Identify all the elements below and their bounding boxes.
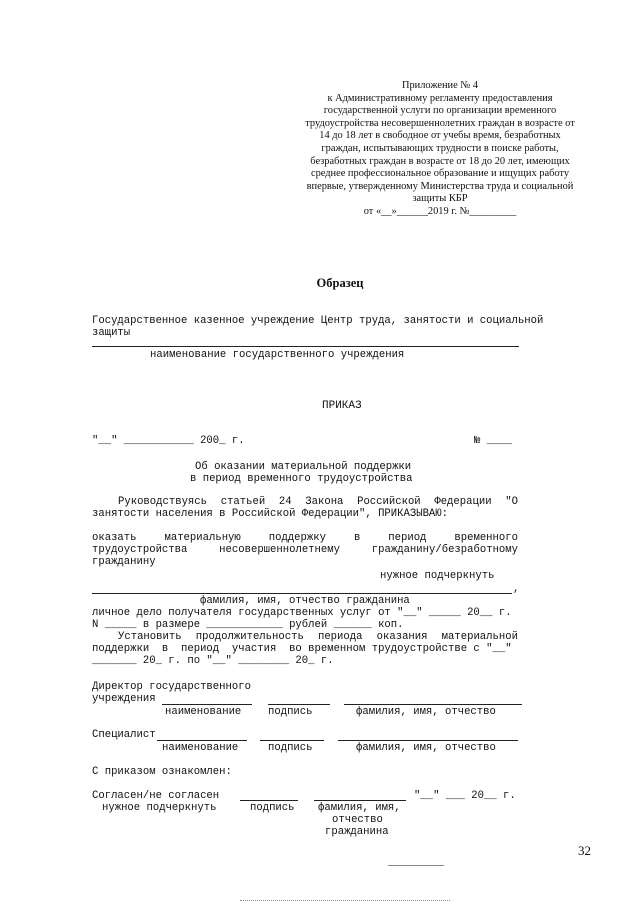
appendix-line: Приложение № 4: [401, 80, 479, 91]
specialist-caption-sign: подпись: [268, 742, 313, 754]
institution-underline: [92, 346, 519, 347]
body-line: [92, 544, 518, 556]
appendix-line: защиты КБР: [412, 193, 468, 205]
case-line: личное дело получателя государственных услуг от "__" _____ 20__ г.: [92, 607, 512, 619]
specialist-caption-name: наименование: [162, 742, 239, 754]
specialist-label: Специалист: [92, 729, 156, 741]
acquaint-sign-caption: подпись: [250, 802, 295, 814]
period-line: поддержки в период участия во временном трудоустройстве с "__": [92, 643, 512, 655]
preamble-word: Закона: [305, 496, 344, 508]
body-word: временного: [454, 532, 518, 544]
appendix-line: трудоустройства несовершеннолетних граждан в возрасте от: [305, 117, 575, 129]
preamble-word: "О: [505, 496, 518, 508]
body-word: поддержку: [268, 532, 326, 544]
establish-word: периода: [317, 631, 363, 643]
footer-rule: [240, 900, 450, 901]
body-line: гражданину: [92, 556, 156, 568]
order-subject: Об оказании материальной поддержки: [195, 461, 412, 473]
director-sign-line: [268, 704, 330, 705]
director-caption-name: наименование: [165, 706, 242, 718]
director-fio-line: [344, 704, 522, 705]
director-label: Директор государственного: [92, 681, 251, 693]
establish-line: [118, 631, 518, 643]
acquaint-title: С приказом ознакомлен:: [92, 766, 232, 778]
body-word: период: [388, 532, 427, 544]
body-word: трудоустройства: [92, 544, 188, 556]
body-word: в: [353, 532, 361, 544]
preamble-word: Российской: [357, 496, 421, 508]
preamble-word: статьей: [220, 496, 266, 508]
appendix-line: от «__»______2019 г. №_________: [363, 205, 517, 217]
amount-line: N _____ в размере ____________ рублей ______ коп.: [92, 619, 404, 631]
sample-title: Образец: [316, 276, 364, 290]
preamble-line: [118, 496, 518, 508]
preamble-word: Руководствуясь: [118, 496, 208, 508]
institution-caption: наименование государственного учреждения: [150, 349, 405, 361]
acquaint-sign-line: [240, 800, 298, 801]
appendix-line: 14 до 18 лет в свободное от учебы время, безработных: [319, 130, 561, 142]
order-subject: в период временного трудоустройства: [190, 473, 413, 485]
body-word: гражданину/безработному: [371, 544, 518, 556]
order-date: "__" ___________ 200_ г.: [92, 435, 245, 447]
appendix-line: безработных граждан в возрасте от 18 до 20 лет, имеющих: [310, 155, 570, 167]
director-name-line: [162, 704, 252, 705]
specialist-sign-line: [260, 740, 324, 741]
acquaint-date: "__" ___ 20__ г.: [414, 790, 516, 802]
appendix-line: впервые, утвержденному Министерства труда и социальной: [306, 180, 574, 192]
acquaint-note: нужное подчеркнуть: [102, 802, 217, 814]
acquaint-agree: Согласен/не согласен: [92, 790, 220, 802]
appendix-header: [290, 80, 590, 219]
acquaint-fio-caption: отчество: [332, 814, 383, 826]
order-title: ПРИКАЗ: [322, 400, 362, 412]
establish-word: Установить: [118, 631, 182, 643]
establish-word: оказания: [376, 631, 428, 643]
underline-note: нужное подчеркнуть: [380, 570, 495, 582]
body-word: материальную: [164, 532, 241, 544]
director-label: учреждения: [92, 693, 156, 705]
director-caption-sign: подпись: [268, 706, 313, 718]
institution-line: защиты: [92, 327, 131, 339]
preamble-line: занятости населения в Российской Федерации", ПРИКАЗЫВАЮ:: [92, 508, 449, 520]
order-number: № ____: [474, 435, 513, 447]
period-line: _______ 20_ г. по "__" ________ 20_ г.: [92, 655, 334, 667]
appendix-line: среднее профессиональное образование и ищущих работу: [310, 168, 570, 180]
preamble-word: Федерации: [434, 496, 492, 508]
fio-comma: ,: [513, 583, 520, 595]
director-caption-fio: фамилия, имя, отчество: [356, 706, 496, 718]
specialist-fio-line: [338, 740, 518, 741]
acquaint-fio-line: [314, 800, 406, 801]
appendix-line: граждан, испытывающих трудности в поиске работы,: [321, 142, 559, 154]
citizen-fio-line: [92, 593, 512, 594]
institution-line: Государственное казенное учреждение Центр труда, занятости и социальной: [92, 315, 544, 327]
appendix-line: к Административному регламенту предоставления: [327, 92, 553, 104]
acquaint-fio-caption: гражданина: [325, 826, 389, 838]
establish-word: материальной: [441, 631, 518, 643]
body-line: [92, 532, 518, 544]
page-number: 32: [578, 843, 591, 858]
establish-word: продолжительность: [195, 631, 304, 643]
appendix-line: государственной услуги по организации временного: [323, 105, 557, 117]
preamble-word: 24: [278, 496, 292, 508]
body-word: оказать: [92, 532, 137, 544]
footer-rule: [388, 865, 444, 866]
acquaint-fio-caption: фамилия, имя,: [318, 802, 401, 814]
specialist-caption-fio: фамилия, имя, отчество: [356, 742, 496, 754]
fio-caption: фамилия, имя, отчество гражданина: [200, 595, 410, 607]
body-word: несовершеннолетнему: [219, 544, 340, 556]
specialist-name-line: [157, 740, 247, 741]
